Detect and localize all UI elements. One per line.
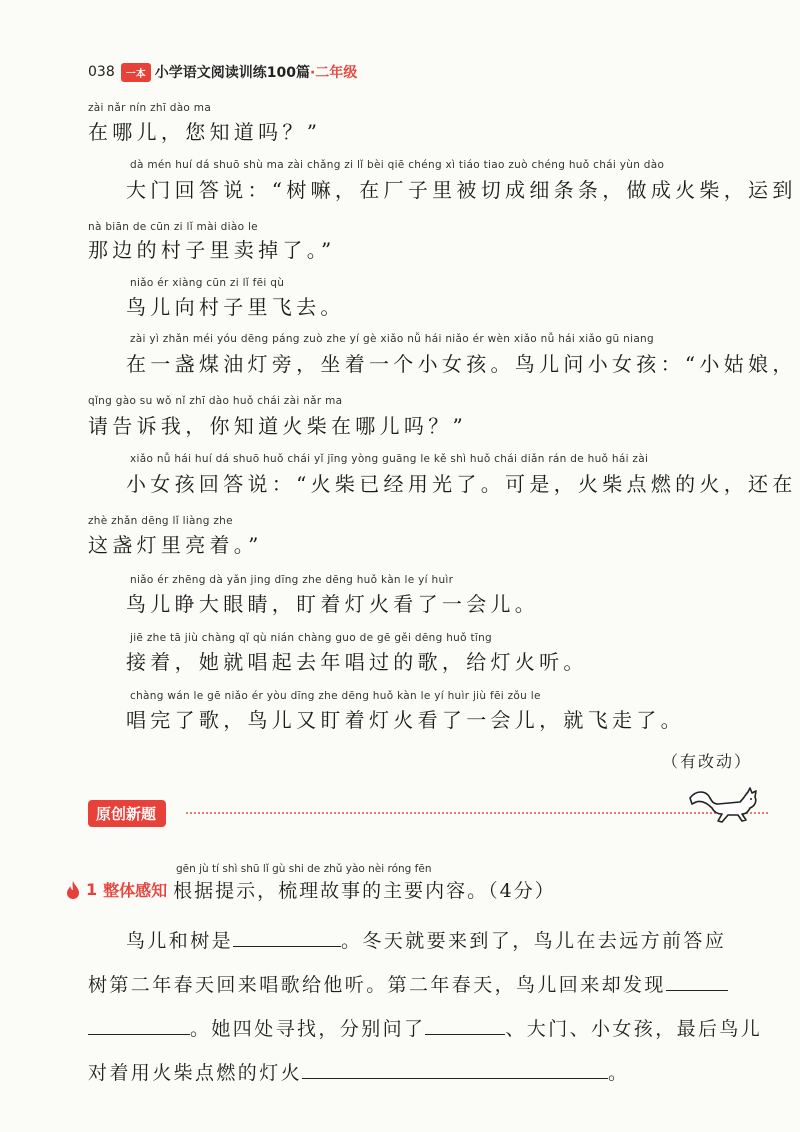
- section-badge: 原创新题: [88, 800, 166, 827]
- text-line: 接着，她就唱起去年唱过的歌，给灯火听。: [126, 650, 588, 674]
- pinyin-line: niǎo ér xiàng cūn zi lǐ fēi qù: [130, 277, 285, 289]
- answer-blank[interactable]: [302, 1060, 608, 1079]
- question-tag: 整体感知: [103, 881, 168, 900]
- answer-blank[interactable]: [233, 928, 341, 947]
- book-title: 小学语文阅读训练100篇: [154, 65, 310, 81]
- text-line: 鸟儿向村子里飞去。: [126, 295, 345, 319]
- source-note: （有改动）: [661, 752, 752, 771]
- answer-blank[interactable]: [88, 1016, 190, 1035]
- text-line: 在哪儿，您知道吗？”: [88, 120, 322, 144]
- question-number: 1: [86, 880, 98, 899]
- text-line: 鸟儿睁大眼睛，盯着灯火看了一会儿。: [126, 592, 540, 616]
- answer-line: [88, 970, 728, 997]
- answer-text: 。她四处寻找，分别问了: [190, 1018, 426, 1040]
- question-pinyin: gēn jù tí shì shū lǐ gù shi de zhǔ yào nèi róng fēn: [176, 863, 432, 875]
- brand-logo: 一本: [121, 63, 151, 82]
- text-line: 请告诉我，你知道火柴在哪儿吗？”: [88, 414, 468, 438]
- text-line: 那边的村子里卖掉了。”: [88, 238, 336, 262]
- pinyin-line: jiē zhe tā jiù chàng qǐ qù nián chàng guo de gē gěi dēng huǒ tīng: [130, 632, 493, 644]
- text-line: 这盏灯里亮着。”: [88, 533, 263, 557]
- question-line: [66, 876, 556, 903]
- answer-text: 。: [608, 1062, 630, 1084]
- text-line: 小女孩回答说：“火柴已经用光了。可是，火柴点燃的火，还在: [126, 472, 797, 496]
- cat-icon: [688, 784, 760, 828]
- answer-text: 对着用火柴点燃的灯火: [88, 1062, 303, 1084]
- answer-blank[interactable]: [425, 1016, 505, 1035]
- text-line: 大门回答说：“树嘛，在厂子里被切成细条条，做成火柴，运到: [126, 178, 797, 202]
- pinyin-line: nà biān de cūn zi lǐ mài diào le: [88, 221, 258, 233]
- pinyin-line: zài nǎr nín zhī dào ma: [88, 102, 212, 114]
- pinyin-line: zhè zhǎn dēng lǐ liàng zhe: [88, 515, 233, 527]
- pinyin-line: qǐng gào su wǒ nǐ zhī dào huǒ chái zài nǎr ma: [88, 395, 343, 407]
- pinyin-line: dà mén huí dá shuō shù ma zài chǎng zi lǐ bèi qiē chéng xì tiáo tiao zuò chéng huǒ chái yùn dào: [130, 159, 665, 171]
- pinyin-line: xiǎo nǚ hái huí dá shuō huǒ chái yǐ jīng yòng guāng le kě shì huǒ chái diǎn rán de huǒ hái zài: [130, 453, 649, 465]
- answer-blank[interactable]: [666, 972, 728, 991]
- answer-text: 树第二年春天回来唱歌给他听。第二年春天，鸟儿回来却发现: [88, 974, 666, 996]
- page-number: 038: [88, 64, 115, 80]
- divider: [186, 812, 768, 814]
- pinyin-line: chàng wán le gē niǎo ér yòu dīng zhe dēng huǒ kàn le yí huìr jiù fēi zǒu le: [130, 690, 541, 702]
- book-grade: ·二年级: [309, 65, 358, 81]
- page-header: [88, 60, 357, 84]
- answer-line: [126, 926, 726, 953]
- question-prompt: 根据提示，梳理故事的主要内容。（4分）: [173, 880, 556, 902]
- pinyin-line: niǎo ér zhēng dà yǎn jing dīng zhe dēng huǒ kàn le yí huìr: [130, 574, 454, 586]
- answer-text: 鸟儿和树是: [126, 930, 234, 952]
- text-line: 唱完了歌，鸟儿又盯着灯火看了一会儿，就飞走了。: [126, 708, 685, 732]
- answer-text: 。冬天就要来到了，鸟儿在去远方前答应: [341, 930, 727, 952]
- answer-line: [88, 1058, 629, 1085]
- text-line: 在一盏煤油灯旁，坐着一个小女孩。鸟儿问小女孩：“小姑娘，: [126, 352, 797, 376]
- flame-icon: [66, 880, 80, 900]
- answer-text: 、大门、小女孩，最后鸟儿: [505, 1018, 763, 1040]
- answer-line: [88, 1014, 762, 1041]
- pinyin-line: zài yì zhǎn méi yóu dēng páng zuò zhe yí gè xiǎo nǚ hái niǎo ér wèn xiǎo nǚ hái xiǎo gū niang: [130, 333, 654, 345]
